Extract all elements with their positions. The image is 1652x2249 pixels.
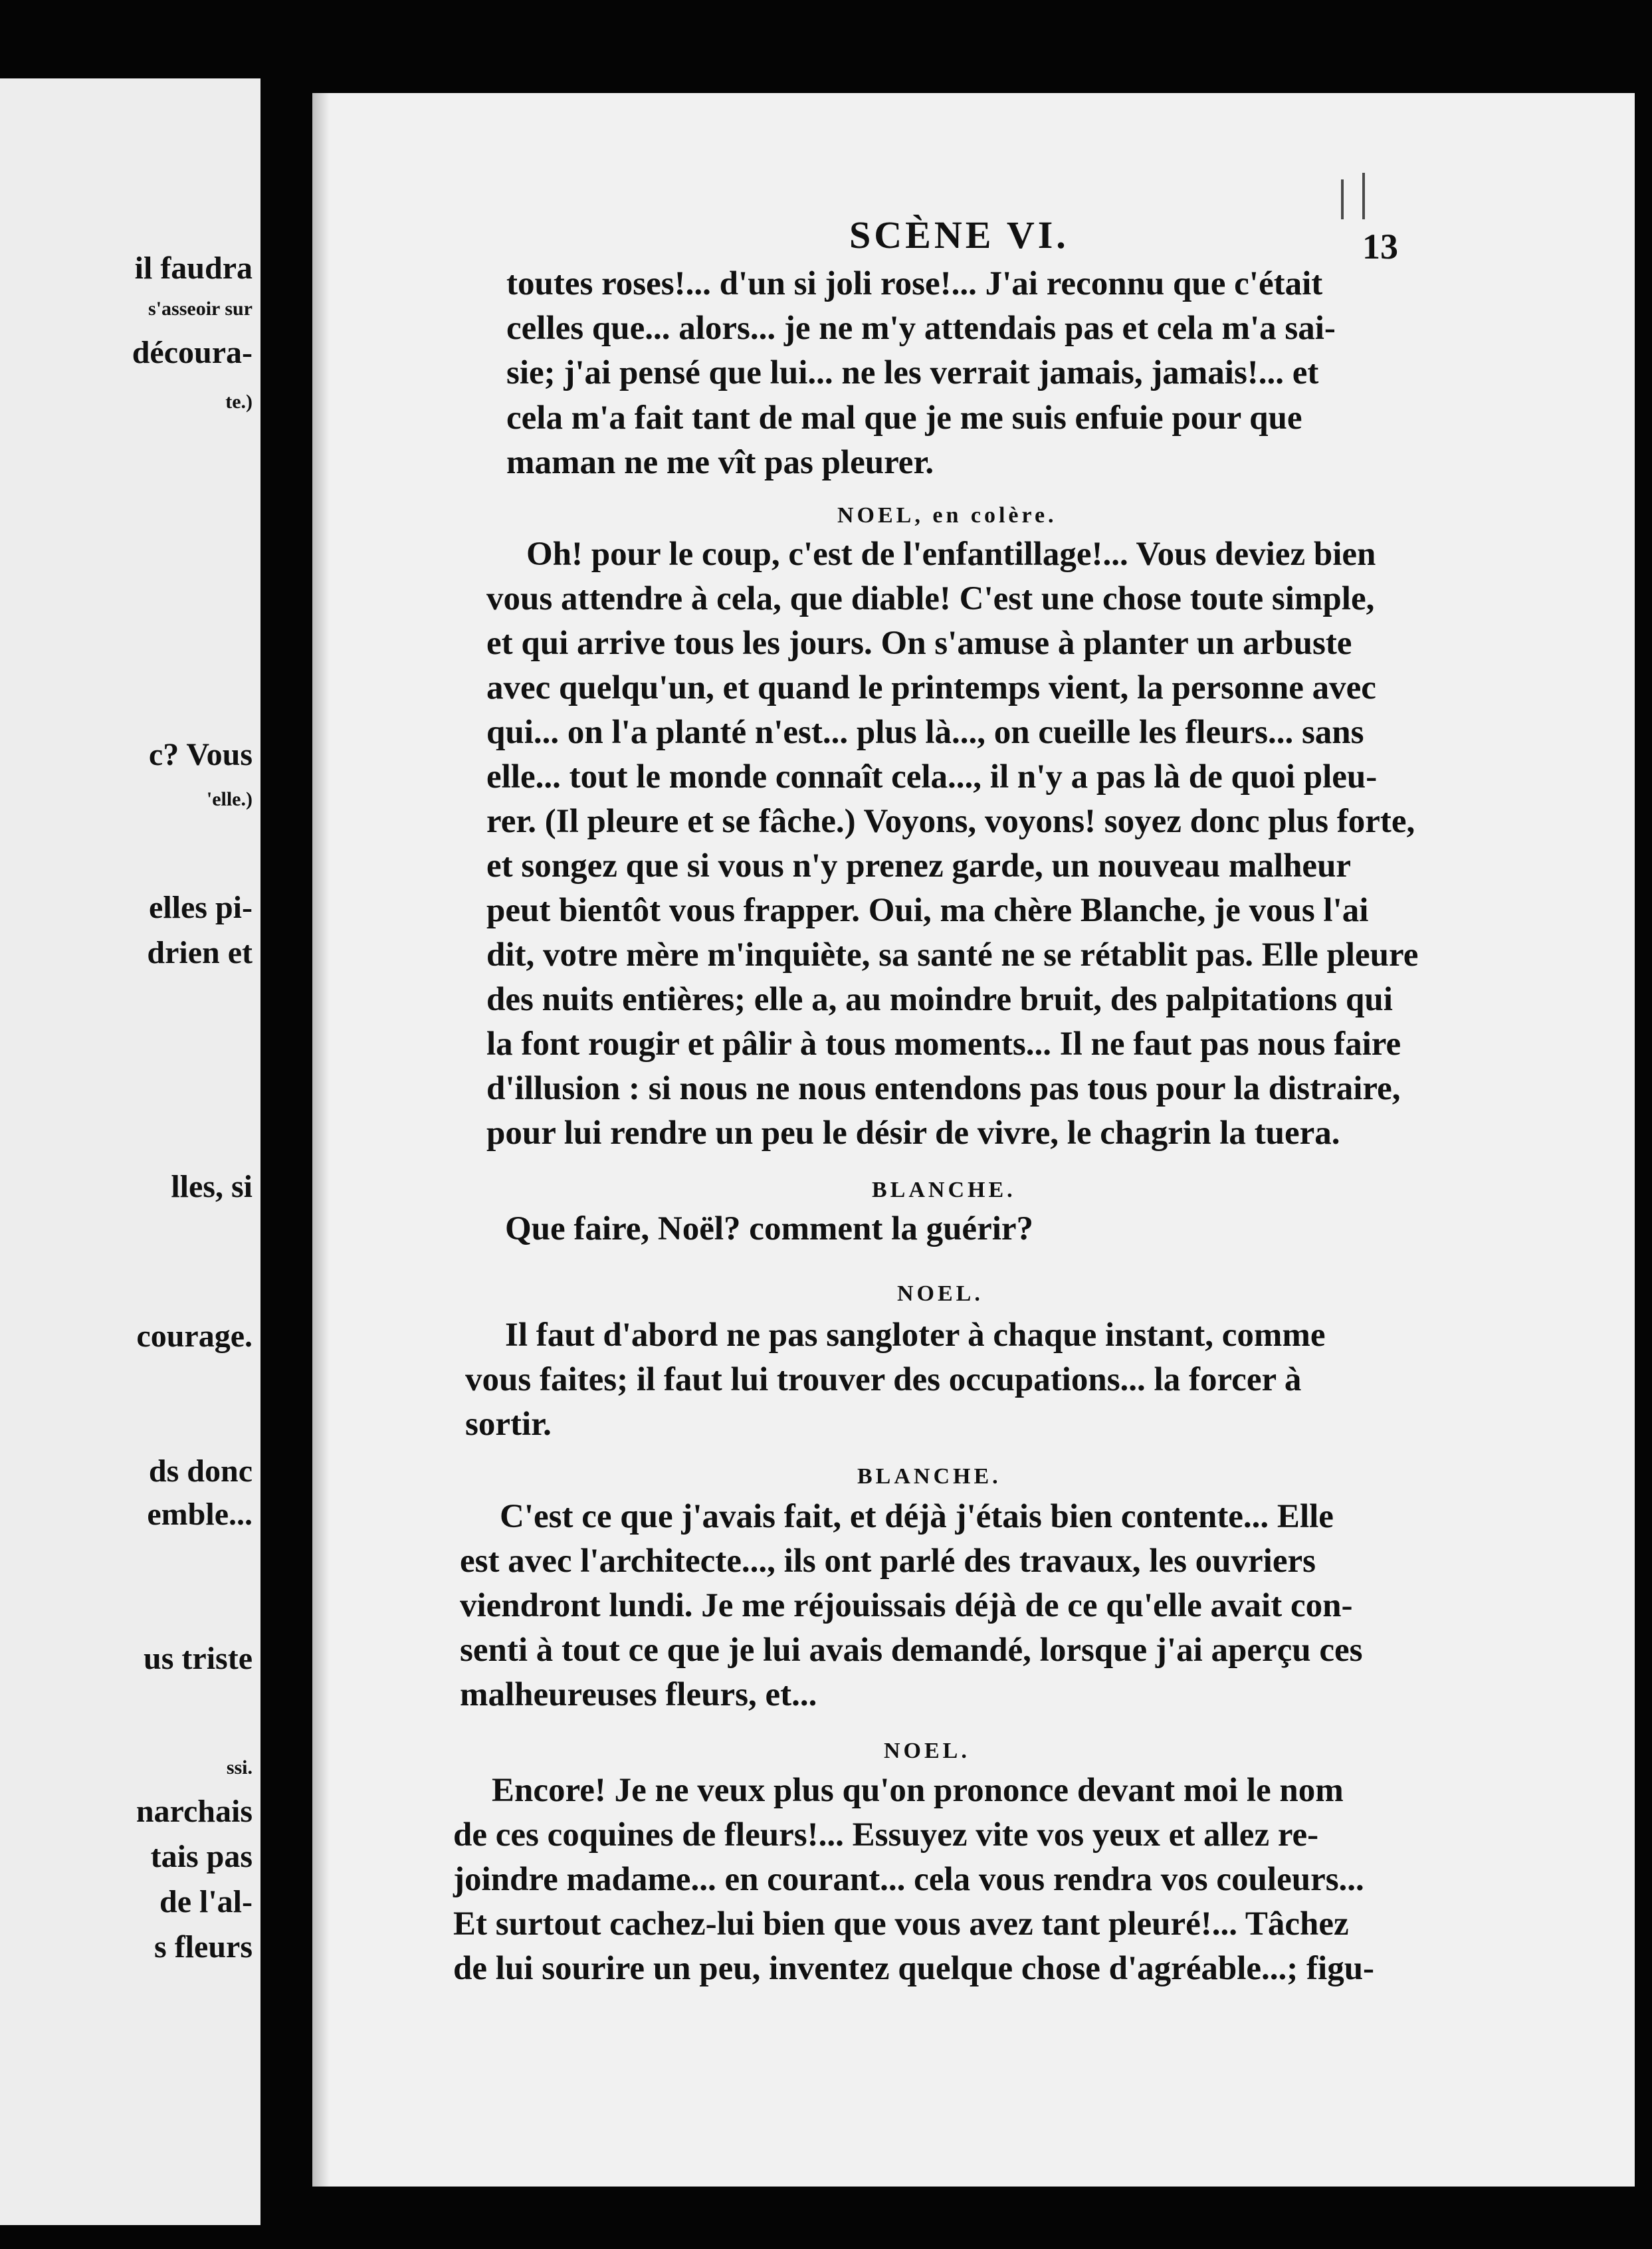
text-line: avec quelqu'un, et quand le printemps vient, la personne avec xyxy=(486,669,1376,706)
book-gutter xyxy=(260,78,312,2225)
right-page xyxy=(312,93,1635,2187)
speaker-name: BLANCHE. xyxy=(857,1464,1001,1489)
left-line: il faudra xyxy=(134,251,253,286)
text-line: toutes roses!... d'un si joli rose!... J'ai reconnu que c'était xyxy=(506,265,1323,302)
text-line: de ces coquines de fleurs!... Essuyez vite vos yeux et allez re- xyxy=(453,1816,1319,1854)
running-head: SCÈNE VI. xyxy=(849,213,1069,257)
text-line: dit, votre mère m'inquiète, sa santé ne se rétablit pas. Elle pleure xyxy=(486,936,1419,974)
text-line: rer. (Il pleure et se fâche.) Voyons, voyons! soyez donc plus forte, xyxy=(486,803,1415,840)
text-line: pour lui rendre un peu le désir de vivre, le chagrin la tuera. xyxy=(486,1115,1340,1152)
left-line: de l'al- xyxy=(159,1884,253,1919)
left-line: courage. xyxy=(136,1319,253,1354)
text-line: de lui sourire un peu, inventez quelque chose d'agréable...; figu- xyxy=(453,1950,1375,1987)
left-line: ds donc xyxy=(148,1453,253,1489)
text-line: celles que... alors... je ne m'y attendais pas et cela m'a sai- xyxy=(506,310,1336,347)
text-line: la font rougir et pâlir à tous moments... Il ne faut pas nous faire xyxy=(486,1025,1401,1063)
left-line: emble... xyxy=(147,1497,253,1532)
speaker-name: NOEL. xyxy=(897,1281,983,1306)
text-line: viendront lundi. Je me réjouissais déjà de ce qu'elle avait con- xyxy=(460,1587,1353,1624)
text-line: vous faites; il faut lui trouver des occupations... la forcer à xyxy=(465,1361,1302,1398)
speaker-name: NOEL. xyxy=(884,1739,970,1763)
text-line: vous attendre à cela, que diable! C'est une chose toute simple, xyxy=(486,580,1375,617)
left-line: s'asseoir sur xyxy=(148,298,253,320)
speaker-name: NOEL, en colère. xyxy=(837,503,1057,528)
text-line: Que faire, Noël? comment la guérir? xyxy=(505,1210,1034,1247)
text-line: sortir. xyxy=(465,1406,552,1443)
left-line: c? Vous xyxy=(148,737,253,772)
left-page-fragment xyxy=(0,78,260,2225)
text-line: joindre madame... en courant... cela vous rendra vos couleurs... xyxy=(453,1861,1364,1898)
left-line: 'elle.) xyxy=(206,788,253,810)
left-line: narchais xyxy=(136,1794,253,1829)
text-line: sie; j'ai pensé que lui... ne les verrait jamais, jamais!... et xyxy=(506,354,1319,391)
text-line: peut bientôt vous frapper. Oui, ma chère Blanche, je vous l'ai xyxy=(486,892,1369,929)
text-line: Oh! pour le coup, c'est de l'enfantillage!... Vous deviez bien xyxy=(526,536,1376,573)
left-line: us triste xyxy=(144,1641,253,1676)
text-line: senti à tout ce que je lui avais demandé, lorsque j'ai aperçu ces xyxy=(460,1632,1363,1669)
text-line: maman ne me vît pas pleurer. xyxy=(506,444,934,481)
text-line: C'est ce que j'avais fait, et déjà j'étais bien contente... Elle xyxy=(500,1498,1334,1535)
left-line: drien et xyxy=(147,935,253,970)
speaker-name: BLANCHE. xyxy=(872,1178,1016,1202)
text-line: malheureuses fleurs, et... xyxy=(460,1676,817,1713)
left-line: s fleurs xyxy=(154,1929,253,1965)
left-line: ssi. xyxy=(226,1757,253,1778)
text-line: Il faut d'abord ne pas sangloter à chaque instant, comme xyxy=(505,1317,1326,1354)
text-line: est avec l'architecte..., ils ont parlé des travaux, les ouvriers xyxy=(460,1543,1316,1580)
scan-mark xyxy=(1341,179,1344,219)
scan-mark xyxy=(1362,173,1365,219)
page-number: 13 xyxy=(1362,227,1398,267)
text-line: Et surtout cachez-lui bien que vous avez tant pleuré!... Tâchez xyxy=(453,1905,1349,1943)
text-line: Encore! Je ne veux plus qu'on prononce devant moi le nom xyxy=(492,1772,1344,1809)
left-line: découra- xyxy=(132,335,253,370)
left-line: elles pi- xyxy=(149,890,253,925)
text-line: d'illusion : si nous ne nous entendons pas tous pour la distraire, xyxy=(486,1070,1401,1107)
page-edge-shadow xyxy=(312,93,330,2187)
text-line: et songez que si vous n'y prenez garde, un nouveau malheur xyxy=(486,847,1352,885)
text-line: elle... tout le monde connaît cela..., il n'y a pas là de quoi pleu- xyxy=(486,758,1378,796)
left-line: tais pas xyxy=(150,1839,253,1874)
text-line: des nuits entières; elle a, au moindre bruit, des palpitations qui xyxy=(486,981,1393,1018)
left-line: lles, si xyxy=(171,1169,253,1204)
text-line: cela m'a fait tant de mal que je me suis enfuie pour que xyxy=(506,399,1302,437)
text-line: qui... on l'a planté n'est... plus là..., on cueille les fleurs... sans xyxy=(486,714,1364,751)
text-line: et qui arrive tous les jours. On s'amuse à planter un arbuste xyxy=(486,625,1352,662)
left-line: te.) xyxy=(225,391,253,413)
